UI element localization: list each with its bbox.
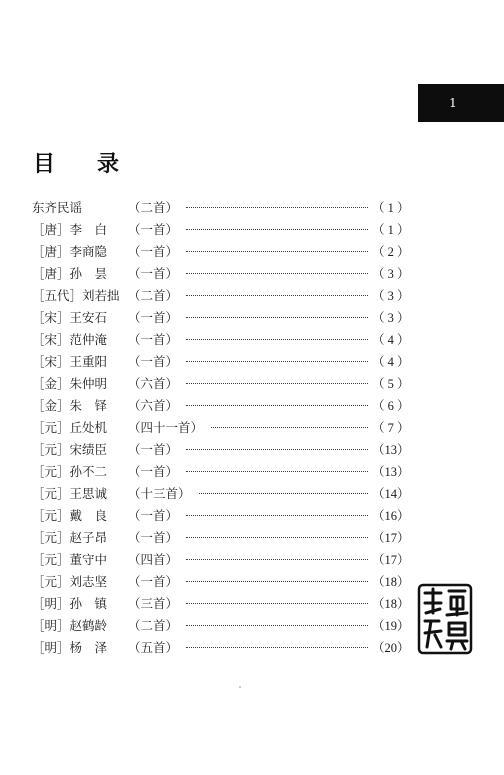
toc-poem-count: （一首） [128, 266, 179, 281]
toc-author: ［金］朱 铎 [32, 398, 108, 413]
dot-leader [186, 581, 368, 582]
toc-entry[interactable] [32, 218, 410, 240]
toc-entry[interactable] [32, 570, 410, 592]
toc-poem-count: （三首） [128, 596, 179, 611]
toc-poem-count: （一首） [128, 574, 179, 589]
toc-page-number: （19） [372, 619, 410, 633]
toc-entry[interactable] [32, 614, 410, 636]
toc-page-number: （ 1 ） [372, 201, 410, 215]
toc-author: ［宋］王安石 [32, 310, 108, 325]
toc-page-number: （ 7 ） [372, 421, 410, 435]
toc-poem-count: （十三首） [128, 486, 191, 501]
toc-poem-count: （一首） [128, 464, 179, 479]
dot-leader [186, 229, 368, 230]
toc-page-number: （ 4 ） [372, 333, 410, 347]
dot-leader [186, 383, 368, 384]
dot-leader [186, 559, 368, 560]
toc-poem-count: （一首） [128, 530, 179, 545]
toc-author: ［明］杨 泽 [32, 640, 108, 655]
toc-page-number: （20） [372, 641, 410, 655]
toc-page-number: （ 1 ） [372, 223, 410, 237]
page-speck [239, 686, 241, 688]
toc-entry[interactable] [32, 592, 410, 614]
toc-poem-count: （一首） [128, 244, 179, 259]
dot-leader [186, 471, 368, 472]
toc-poem-count: （六首） [128, 376, 179, 391]
toc-poem-count: （二首） [128, 200, 179, 215]
dot-leader [186, 405, 368, 406]
toc-page-number: （18） [372, 597, 410, 611]
dot-leader [186, 251, 368, 252]
toc-entry[interactable] [32, 504, 410, 526]
toc-page-number: （18） [372, 575, 410, 589]
toc-poem-count: （四首） [128, 552, 179, 567]
dot-leader [186, 515, 368, 516]
toc-page-number: （ 3 ） [372, 311, 410, 325]
toc-author: ［明］孙 镇 [32, 596, 108, 611]
toc-entry[interactable] [32, 394, 410, 416]
toc-page-number: （ 6 ） [372, 399, 410, 413]
dot-leader [186, 295, 368, 296]
toc-entry[interactable] [32, 284, 410, 306]
toc-entry[interactable] [32, 372, 410, 394]
dot-leader [186, 647, 368, 648]
toc-author: ［唐］李商隐 [32, 244, 108, 259]
toc-page-number: （ 3 ） [372, 289, 410, 303]
toc-page-number: （14） [372, 487, 410, 501]
toc-author: ［元］宋绩臣 [32, 442, 108, 457]
toc-poem-count: （一首） [128, 354, 179, 369]
toc-page-number: （ 3 ） [372, 267, 410, 281]
toc-entry[interactable] [32, 196, 410, 218]
toc-author: ［宋］范仲淹 [32, 332, 108, 347]
toc-author: ［元］丘处机 [32, 420, 108, 435]
toc-author: ［元］赵子昂 [32, 530, 108, 545]
toc-page-number: （ 4 ） [372, 355, 410, 369]
toc-author: ［明］赵鹤龄 [32, 618, 108, 633]
dot-leader [186, 339, 368, 340]
dot-leader [186, 603, 368, 604]
toc-poem-count: （四十一首） [128, 420, 204, 435]
toc-author: ［五代］刘若拙 [32, 288, 120, 303]
toc-poem-count: （一首） [128, 508, 179, 523]
dot-leader [211, 427, 368, 428]
dot-leader [186, 317, 368, 318]
toc-entry[interactable] [32, 240, 410, 262]
toc-author: ［元］孙不二 [32, 464, 108, 479]
seal-stamp [417, 583, 473, 655]
toc-entry[interactable] [32, 328, 410, 350]
toc-poem-count: （二首） [128, 288, 179, 303]
toc-author: ［元］董守中 [32, 552, 108, 567]
toc-list [32, 196, 410, 658]
toc-author: ［金］朱仲明 [32, 376, 108, 391]
dot-leader [186, 625, 368, 626]
toc-entry[interactable] [32, 636, 410, 658]
toc-page-number: （16） [372, 509, 410, 523]
toc-poem-count: （二首） [128, 618, 179, 633]
toc-poem-count: （一首） [128, 442, 179, 457]
toc-poem-count: （六首） [128, 398, 179, 413]
toc-entry[interactable] [32, 416, 410, 438]
toc-poem-count: （五首） [128, 640, 179, 655]
toc-page-number: （17） [372, 553, 410, 567]
page-number-tab [418, 84, 504, 122]
dot-leader [186, 273, 368, 274]
toc-author: ［唐］李 白 [32, 222, 108, 237]
dot-leader [199, 493, 368, 494]
toc-author: ［元］王思诚 [32, 486, 108, 501]
toc-author: ［宋］王重阳 [32, 354, 108, 369]
toc-page-number: （17） [372, 531, 410, 545]
toc-page-number: （ 5 ） [372, 377, 410, 391]
toc-page-number: （13） [372, 443, 410, 457]
toc-entry[interactable] [32, 460, 410, 482]
toc-page-number: （ 2 ） [372, 245, 410, 259]
toc-poem-count: （一首） [128, 332, 179, 347]
toc-entry[interactable] [32, 526, 410, 548]
dot-leader [186, 537, 368, 538]
toc-page-number: （13） [372, 465, 410, 479]
toc-entry[interactable] [32, 482, 410, 504]
toc-author: 东齐民谣 [32, 200, 83, 215]
dot-leader [186, 449, 368, 450]
toc-entry[interactable] [32, 548, 410, 570]
dot-leader [186, 361, 368, 362]
dot-leader [186, 207, 368, 208]
toc-entry[interactable] [32, 438, 410, 460]
toc-entry[interactable] [32, 262, 410, 284]
toc-poem-count: （一首） [128, 310, 179, 325]
toc-author: ［元］刘志坚 [32, 574, 108, 589]
toc-entry[interactable] [32, 350, 410, 372]
page-number: 1 [449, 96, 457, 110]
toc-author: ［元］戴 良 [32, 508, 108, 523]
toc-author: ［唐］孙 昙 [32, 266, 108, 281]
toc-entry[interactable] [32, 306, 410, 328]
toc-poem-count: （一首） [128, 222, 179, 237]
toc-title: 目录 [33, 152, 162, 177]
